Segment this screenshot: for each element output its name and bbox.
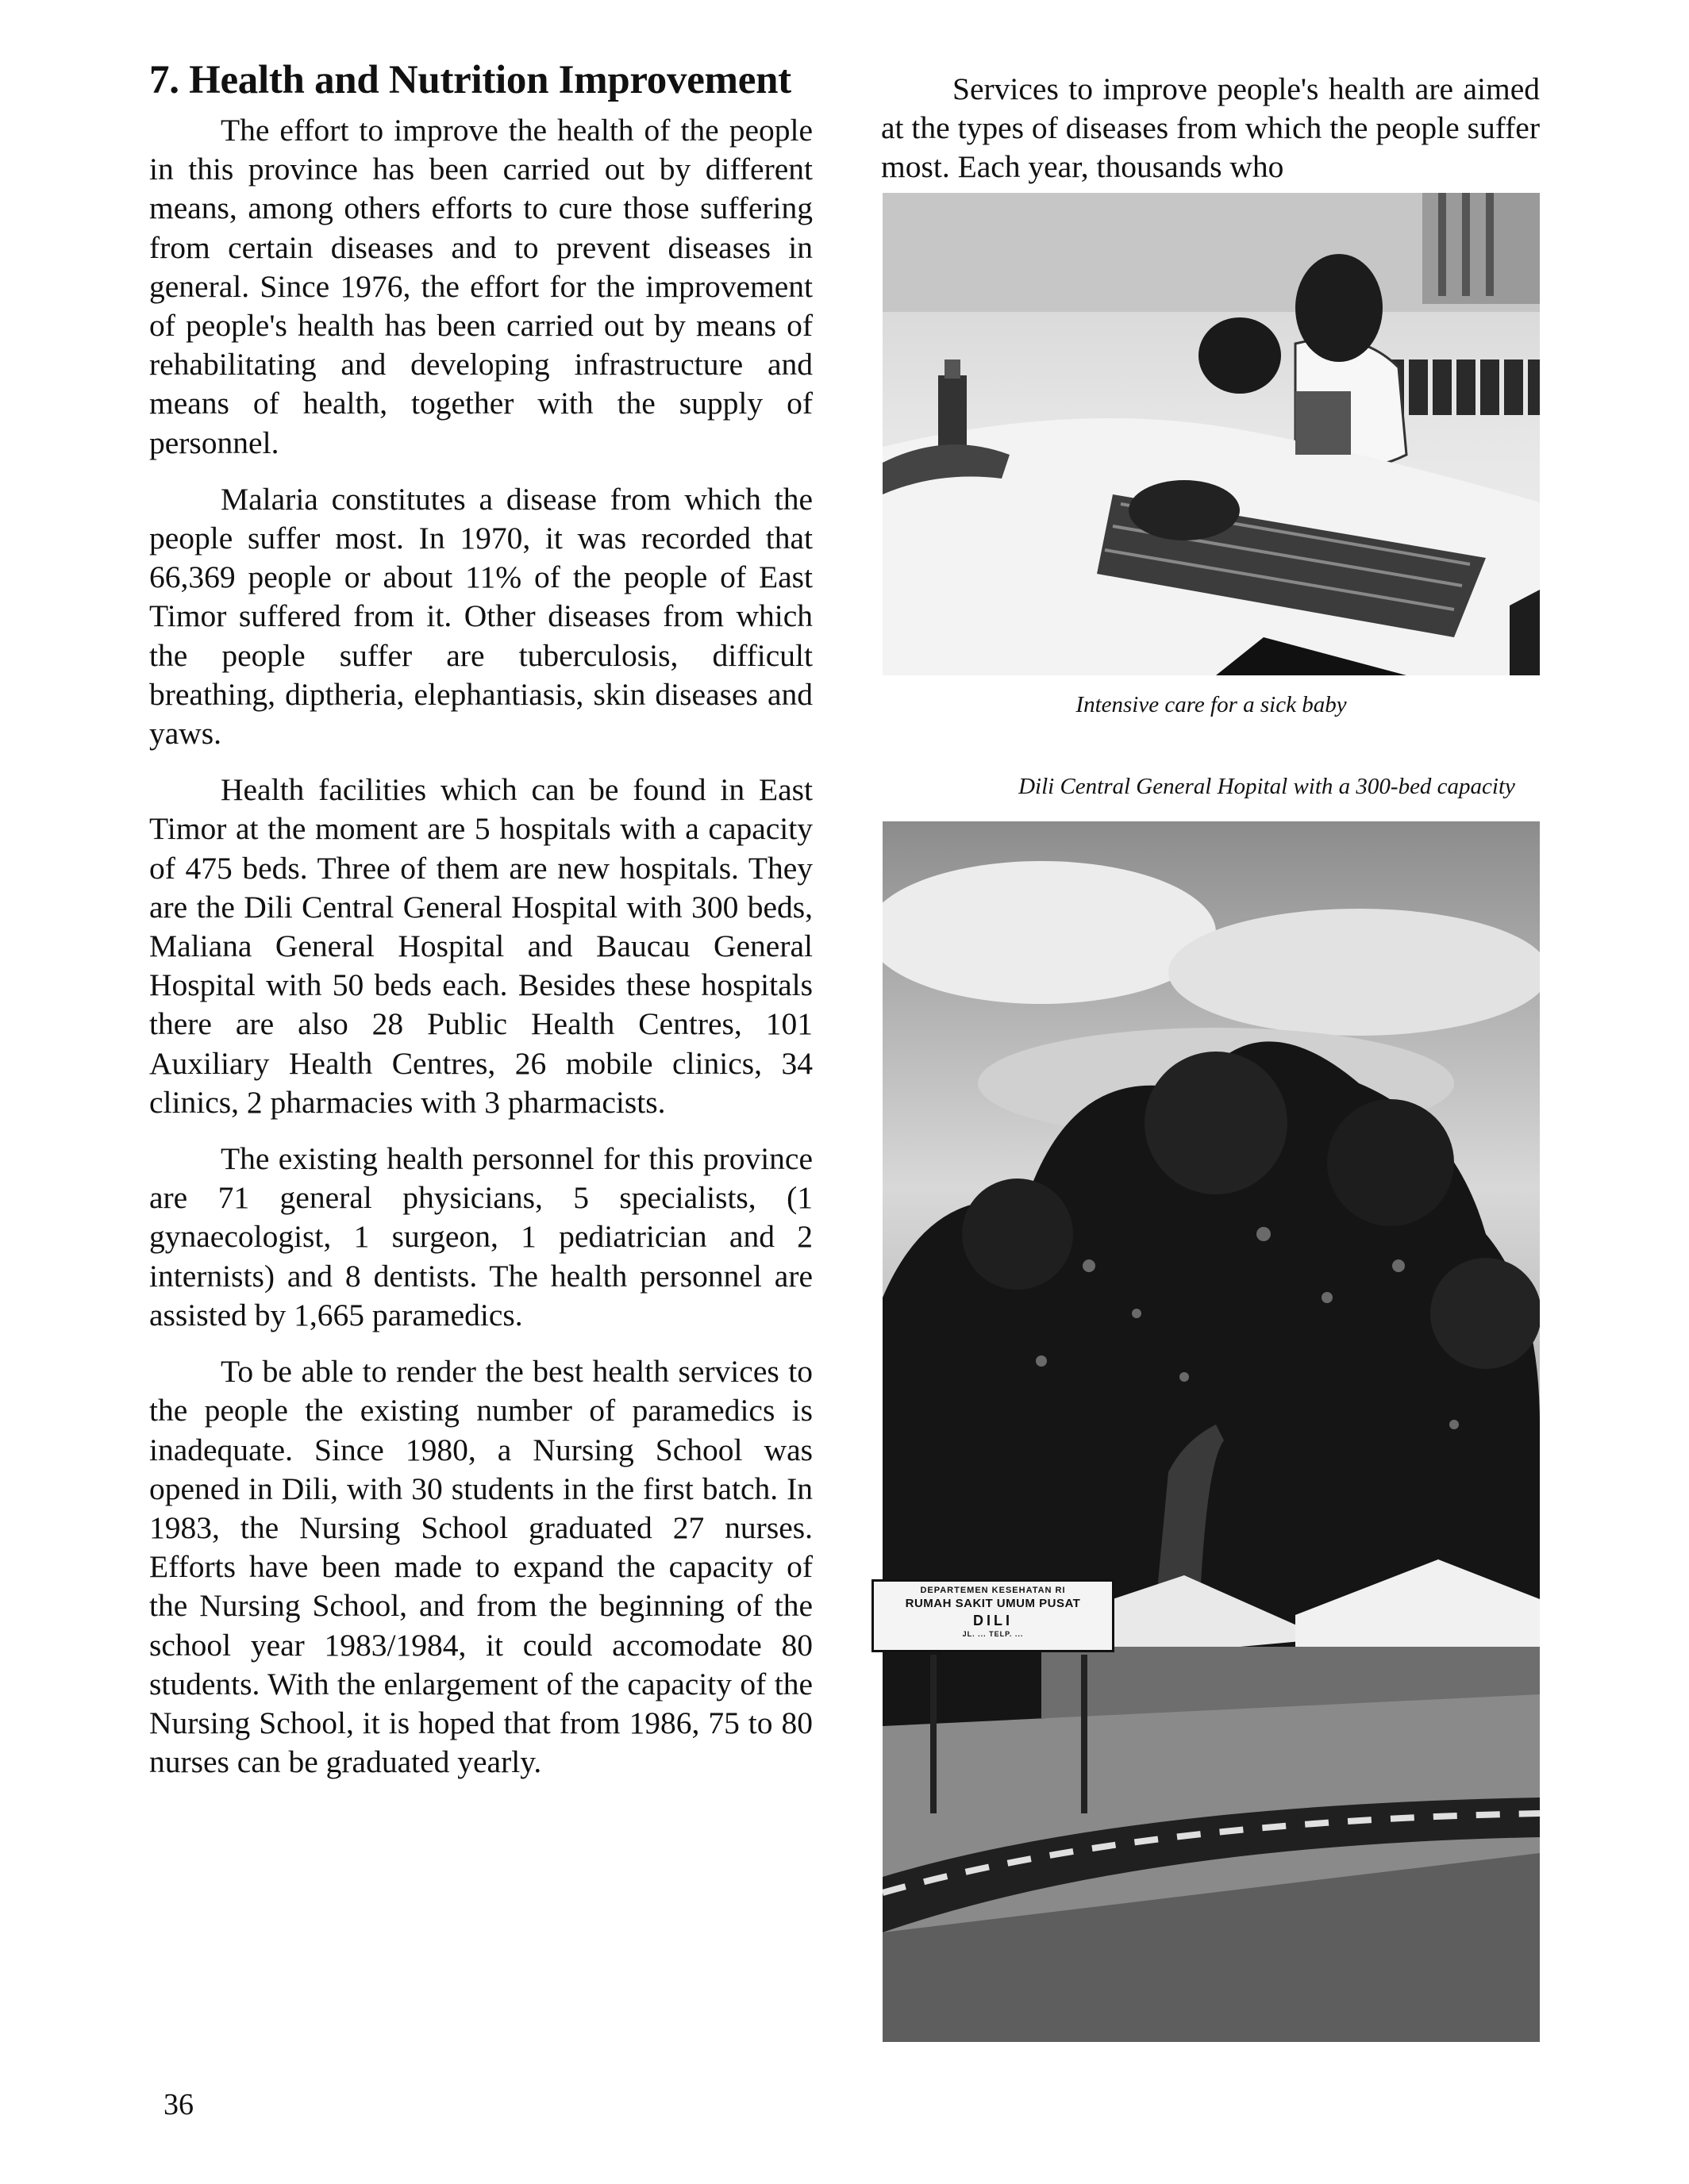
hospital-sign-line3: DILI bbox=[973, 1613, 1013, 1628]
paragraph-malaria: Malaria constitutes a disease from which the people suffer most. In 1970, it was recorded that 66,369 people or about 11% of the people of East Timor suffered from it. Other diseases from which the people suffer are tuberculosis, difficult breathing, diptheria, elephantiasis, skin diseases and yaws. bbox=[149, 481, 813, 752]
page-number: 36 bbox=[164, 2088, 194, 2121]
paragraph-facilities: Health facilities which can be found in East Timor at the moment are 5 hospitals with a capacity of 475 beds. Three of them are new hospitals. They are the Dili Central General Hospital with 300 beds, Maliana General Hospital and Baucau General Hospital with 50 beds each. Besides these hospitals there are also 28 Public Health Centres, 101 Auxiliary Health Centres, 26 mobile clinics, 34 clinics, 2 pharmacies with 3 pharmacists. bbox=[149, 772, 813, 1120]
photo-intensive-care bbox=[883, 193, 1540, 675]
section-heading: 7. Health and Nutrition Improvement bbox=[149, 58, 791, 102]
paragraph-services: Services to improve people's health are aimed at the types of diseases from which the people suffer most. Each year, thousands who bbox=[881, 71, 1540, 185]
paragraph-nursing-school: To be able to render the best health services to the people the existing number of paramedics is inadequate. Since 1980, a Nursing School was opened in Dili, with 30 students in the first batch. In 1983, the Nursing School graduated 27 nurses. Efforts have been made to expand the capacity of the Nursing School, and from the beginning of the school year 1983/1984, it could accomodate 80 students. With the enlargement of the capacity of the Nursing School, it is hoped that from 1986, 75 to 80 nurses can be graduated yearly. bbox=[149, 1354, 813, 1780]
caption-intensive-care: Intensive care for a sick baby bbox=[1075, 692, 1347, 717]
right-column bbox=[881, 70, 1540, 187]
hospital-sign-line1: DEPARTEMEN KESEHATAN RI bbox=[920, 1586, 1066, 1595]
hospital-sign-line2: RUMAH SAKIT UMUM PUSAT bbox=[905, 1597, 1081, 1610]
paragraph-personnel: The existing health personnel for this province are 71 general physicians, 5 specialists, (1 gynaecologist, 1 surgeon, 1 pediatrician and 2 internists) and 8 dentists. The health personnel are assisted by 1,665 paramedics. bbox=[149, 1141, 813, 1332]
hospital-sign bbox=[871, 1579, 1114, 1652]
hospital-sign-line4: JL. ... TELP. ... bbox=[962, 1630, 1024, 1638]
left-column bbox=[149, 56, 813, 1799]
caption-hospital: Dili Central General Hopital with a 300-bed capacity bbox=[1018, 774, 1515, 799]
photo-dili-hospital bbox=[883, 821, 1540, 2042]
paragraph-intro: The effort to improve the health of the people in this province has been carried out by different means, among others efforts to cure those suffering from certain diseases and to prevent diseases in general. Since 1976, the effort for the improvement of people's health has been carried out by means of rehabilitating and developing infrastructure and means of health, together with the supply of personnel. bbox=[149, 113, 813, 460]
